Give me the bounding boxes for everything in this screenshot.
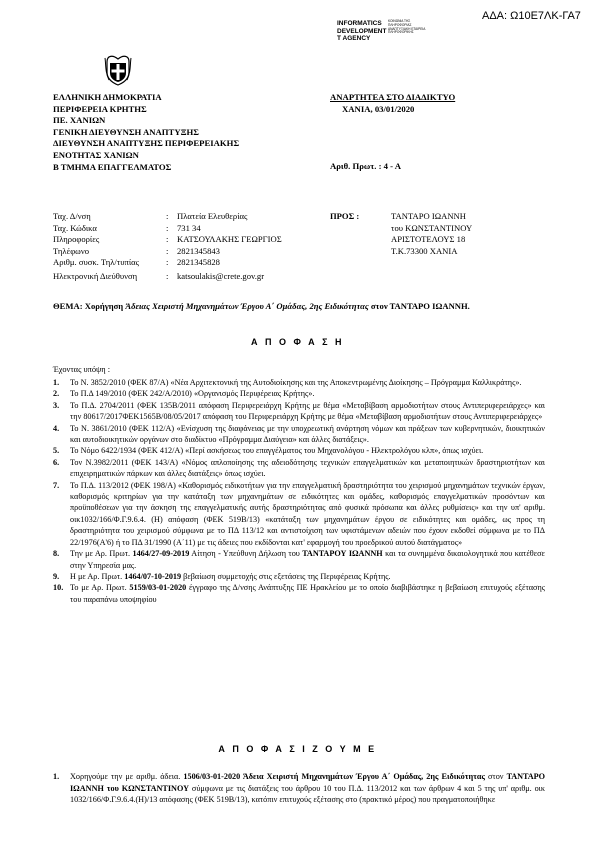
contact-row: Ταχ. Δ/νση : Πλατεία Ελευθερίας	[53, 211, 248, 221]
item-number: 5.	[53, 446, 60, 456]
ida-logo-text: ΚΟΙΝΩΝΙΑ ΤΗΣ ΠΛΗΡΟΦΟΡΙΑΣ ΑΝΑΠΤΥΞΙΑΚΗ ΕΤΑΙΡΕΙΑ ΠΛΗΡΟΦΟΡΙΚΗΣ	[388, 19, 426, 35]
item-text-part: Το Π.Δ. 2704/2011 (ΦΕΚ 135Β/2011 απόφαση Περιφερειάρχη Κρήτης με θέμα «Μεταβίβαση αρμοδιοτήτων στους Αντιπεριφερειάρχες» και την 80617/2017ΦΕΚ1565Β/08/05/2017 απόφαση του Περιφερειάρχη Κρήτης με θέμα «Μεταβίβαση αρμοδιοτήτων στους Αντιπεριφερειάρχες»	[70, 400, 545, 422]
ada-code: ΑΔΑ: Ω10Ε7ΛΚ-ΓΑ7	[482, 10, 581, 22]
item-number: 1.	[53, 378, 60, 387]
list-item	[53, 771, 545, 806]
list-item	[53, 400, 545, 423]
item-text-part: 1464/27-09-2019	[132, 549, 190, 559]
item-text-part: Την με Αρ. Πρωτ.	[70, 549, 133, 559]
item-number: 9.	[53, 571, 60, 581]
ida-wordmark: INFORMATICS DEVELOPMENT T AGENCY	[337, 20, 387, 42]
contact-details	[53, 211, 282, 283]
greek-emblem-icon	[103, 52, 133, 86]
item-text	[70, 480, 545, 548]
list-item	[53, 582, 545, 605]
item-text-part: ΤΑΝΤΑΡΟΥ ΙΩΑΝΝΗ	[302, 549, 383, 559]
item-text	[70, 771, 545, 806]
item-number: 8.	[53, 549, 60, 559]
item-text	[70, 445, 545, 456]
decide-heading: Α Π Ο Φ Α Σ Ι Ζ Ο Υ Μ Ε	[218, 744, 377, 754]
contact-row: Τηλέφωνο : 2821345843	[53, 245, 220, 256]
item-text-part: Το Ν. 3861/2010 (ΦΕΚ 112/Α) «Ενίσχυση της διαφάνειας με την υποχρεωτική ανάρτηση νόμων και πράξεων των κυβερνητικών, διοικητικών και αυτοδιοικητικών οργάνων στο διαδίκτυο «Πρόγραμμα Διαύγεια» και άλλες διατάξεις».	[70, 423, 545, 445]
item-text-part: Αίτηση - Υπεύθυνη Δήλωση του	[189, 549, 303, 559]
document-meta	[330, 92, 455, 173]
item-text-part: και τα συνημμένα δικαιολογητικά που κατέθεσε στην Υπηρεσία μας.	[70, 549, 545, 570]
item-text-part: 1464/07-10-2019	[124, 571, 182, 581]
item-text-part: Χορηγούμε την με αριθμ. άδεια.	[70, 772, 184, 781]
item-number: 10.	[53, 583, 64, 593]
list-item	[53, 377, 545, 388]
item-text-part: έγγραφο της Δ/νσης Ανάπτυξης ΠΕ Ηρακλείου με το οποίο διαβιβάστηκε η βεβαίωση επιτυχούς εξέτασης του παραπάνω υποψηφίου	[70, 583, 545, 604]
decision-heading: Α Π Ο Φ Α Σ Η	[251, 337, 344, 347]
contact-row: Πληροφορίες : ΚΑΤΣΟΥΛΑΚΗΣ ΓΕΩΡΓΙΟΣ	[53, 234, 282, 245]
list-item	[53, 571, 545, 582]
item-text-part: στον	[484, 772, 507, 781]
contact-row: Ταχ. Κώδικα : 731 34	[53, 222, 201, 233]
item-text	[70, 571, 545, 582]
item-number: 7.	[53, 480, 60, 490]
item-text	[70, 582, 545, 605]
item-text	[70, 548, 545, 571]
protocol-number: Αριθ. Πρωτ. : 4 - Α	[330, 161, 402, 172]
contact-row: Αριθμ. συσκ. Τηλ/τυπίας : 2821345828	[53, 257, 220, 268]
decisions-list	[53, 771, 545, 806]
item-text	[70, 457, 545, 480]
item-text-part: Το με Αρ. Πρωτ.	[70, 583, 130, 593]
recipient-label: ΠΡΟΣ :	[330, 211, 360, 221]
list-item	[53, 445, 545, 456]
item-text-part: βεβαίωση συμμετοχής στις εξετάσεις της Περιφέρειας Κρήτης.	[181, 571, 391, 581]
item-number: 4.	[53, 423, 60, 433]
item-text-part: ΤΑΝΤΑΡΟ ΙΩΑΝΝΗ του ΚΩΝΣΤΑΝΤΙΝΟΥ	[70, 772, 545, 793]
list-item	[53, 548, 545, 571]
item-text-part: Το Νόμο 6422/1934 (ΦΕΚ 412/Α) «Περί ασκήσεως του επαγγέλματος του Μηχανολόγου - Ηλεκτρολόγου κλπ», όπως ισχύει.	[70, 446, 484, 456]
posted-notice: ΑΝΑΡΤΗΤΕΑ ΣΤΟ ΔΙΑΔΙΚΤΥΟ	[330, 92, 456, 102]
place-date: ΧΑΝΙΑ, 03/01/2020	[342, 103, 415, 114]
item-number: 1.	[53, 772, 60, 781]
considerations-list	[53, 377, 545, 605]
item-text	[70, 400, 545, 423]
email-link[interactable]: katsoulakis@crete.gov.gr	[177, 270, 265, 281]
item-text-part: 1506/03-01-2020 Άδεια Χειριστή Μηχανημάτων Έργου Α΄ Ομάδας, 2ης Ειδικότητας	[183, 772, 485, 781]
item-text	[70, 423, 545, 446]
item-text	[70, 388, 545, 399]
item-text-part: 5159/03-01-2020	[129, 583, 187, 593]
subject-line: ΘΕΜΑ: Χορήγηση Άδειας Χειριστή Μηχανημάτων Έργου Α΄ Ομάδας, 2ης Ειδικότητας στον ΤΑΝΤΑΡΟ ΙΩΑΝΝΗ.	[53, 301, 470, 311]
list-item	[53, 423, 545, 446]
contact-row: Ηλεκτρονική Διεύθυνση : katsoulakis@crete.gov.gr	[53, 270, 265, 281]
item-number: 6.	[53, 457, 60, 467]
list-item	[53, 388, 545, 399]
issuer-block: ΕΛΛΗΝΙΚΗ ΔΗΜΟΚΡΑΤΙΑ ΠΕΡΙΦΕΡΕΙΑ ΚΡΗΤΗΣ ΠΕ. ΧΑΝΙΩΝ ΓΕΝΙΚΗ ΔΙΕΥΘΥΝΣΗ ΑΝΑΠΤΥΞΗΣ ΔΙΕΥΘΥΝΣΗ ΑΝΑΠΤΥΞΗΣ ΠΕΡΙΦΕΡΕΙΑΚΗΣ ΕΝΟΤΗΤΑΣ ΧΑΝΙΩΝ Β ΤΜΗΜΑ ΕΠΑΓΓΕΛΜΑΤΟΣ	[53, 92, 240, 172]
list-item	[53, 457, 545, 480]
list-item	[53, 480, 545, 548]
item-number: 3.	[53, 400, 60, 410]
item-number: 2.	[53, 389, 60, 399]
considerations-intro: Έχοντας υπόψη :	[53, 365, 111, 374]
item-text-part: σύμφωνα με τις διατάξεις του άρθρου 10 του Π.Δ. 113/2012 και των άρθρων 4 και 5 της υπ' αριθμ. οικ 1032/166/Φ.Γ.9.6.4.(Η)/13 απόφασης (ΦΕΚ 519Β/13), κατόπιν επιτυχούς εξέτασης στο (πρακτικό μέρος) που πραγματοποιήθηκε	[70, 783, 545, 804]
item-text-part: Το Π.Δ 149/2010 (ΦΕΚ 242/Α/2010) «Οργανισμός Περιφέρειας Κρήτης».	[70, 389, 315, 399]
item-text-part: Το Π.Δ. 113/2012 (ΦΕΚ 198/Α) «Καθορισμός ειδικοτήτων για την επαγγελματική δραστηριότητα του χειρισμού μηχανημάτων τεχνικών έργων, καθορισμός κριτηρίων για την κατάταξη των μηχανημάτων σε ειδικότητες και ομάδες, καθορισμός επαγγελματικών προσόντων και προϋποθέσεων για την άσκηση της επαγγελματικής αυτής δραστηριότητας από φυσικά πρόσωπα και άλλες ρυθμίσεις» και την υπ' αριθμ. οικ1032/166/Φ.Γ.9.6.4. (Η) απόφαση (ΦΕΚ 519Β/13) «κατάταξη των μηχανημάτων έργου σε ειδικότητες και ομάδες, ως προς τη δραστηριότητα του χειρισμού σύμφωνα με το ΠΔ 113/12 και αντιστοίχιση των υφιστάμενων αδειών που έχουν εκδοθεί σύμφωνα με το ΠΔ 22/1976(Α'6) ή το ΠΔ 31/1990 (Α΄11) με τις άδειες που εκδίδονται κατ' εφαρμογή του προεδρικού αυτού διατάγματος»	[70, 480, 545, 547]
item-text-part: Το Ν. 3852/2010 (ΦΕΚ 87/Α) «Νέα Αρχιτεκτονική της Αυτοδιοίκησης και της Αποκεντρωμένης Διοίκησης – Πρόγραμμα Καλλικράτης».	[70, 378, 522, 387]
item-text-part: Τον Ν.3982/2011 (ΦΕΚ 143/Α) «Νόμος απλοποίησης της αδειοδότησης τεχνικών επαγγελματικών και μεταποιητικών δραστηριοτήτων και επιχειρηματικών πάρκων και άλλες διατάξεις» όπως ισχύει.	[70, 457, 545, 479]
recipient-block: ΠΡΟΣ : ΤΑΝΤΑΡΟ ΙΩΑΝΝΗ του ΚΩΝΣΤΑΝΤΙΝΟΥ ΑΡΙΣΤΟΤΕΛΟΥΣ 18 Τ.Κ.73300 ΧΑΝΙΑ	[330, 211, 473, 256]
item-text-part: Η με Αρ. Πρωτ.	[70, 571, 125, 581]
item-text	[70, 377, 545, 388]
